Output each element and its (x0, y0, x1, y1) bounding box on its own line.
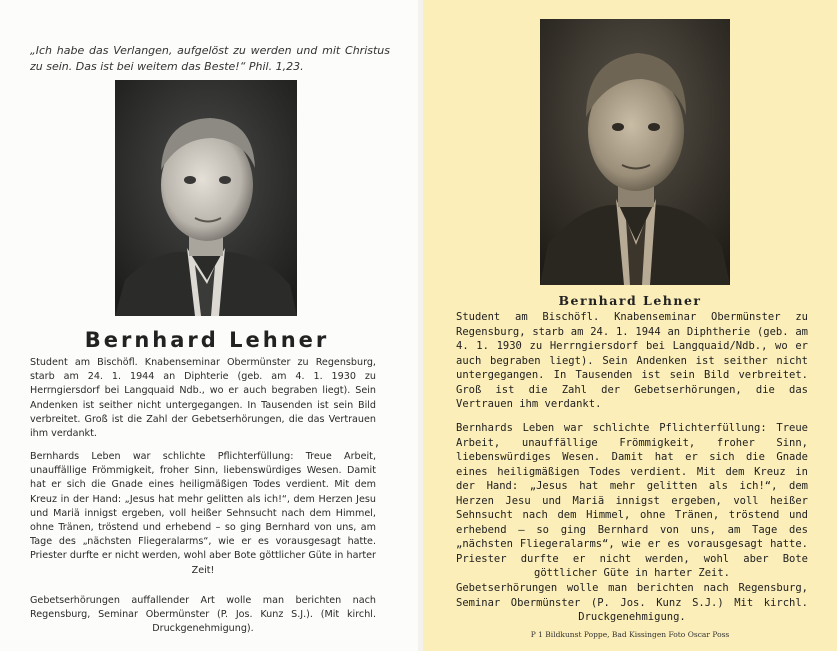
prayer-reports-paragraph: Gebetserhörungen auffallender Art wolle man berichten nach Regensburg, Seminar Obermünster (P. Jos. Kunz S.J.). (Mit kirchl. Druckgenehmigung). (30, 595, 376, 635)
bible-quote: „Ich habe das Verlangen, aufgelöst zu werden und mit Christus zu sein. Das ist bei weitem das Beste!“ Phil. 1,23. (30, 44, 390, 73)
photo-credit: P 1 Bildkunst Poppe, Bad Kissingen Foto Oscar Poss (530, 630, 730, 639)
life-paragraph: Bernhards Leben war schlichte Pflichterfüllung: Treue Arbeit, unauffällige Frömmigkeit, froher Sinn, liebenswürdiges Wesen. Damit hat er sich die Gnade eines heiligmäßigen Todes verdient. Mit dem Kreuz in der Hand: „Jesus hat mehr gelitten als ich!“, dem Herzen Jesu und Mariä innigst ergeben, voll heißer Sehnsucht nach dem Himmel, ohne Tränen, tröstend und erhebend – so ging Bernhard von uns, am Tage des „nächsten Fliegeralarms“, wie er es vorausgesagt hatte. Priester durfte er nicht werden, wohl aber Bote göttlicher Güte in harter Zeit! (30, 451, 376, 576)
memorial-card-left (0, 0, 418, 651)
life-paragraph-right: Bernhards Leben war schlichte Pflichterfüllung: Treue Arbeit, unauffällige Frömmigkeit, froher Sinn, liebenswürdiges Wesen. Damit hat er sich die Gnade eines heiligmäßigen Todes verdient. Mit dem Kreuz in der Hand: „Jesus hat mehr gelitten als ich!“, dem Herzen Jesu und Mariä innigst ergeben, voll heißer Sehnsucht nach dem Himmel, ohne Tränen, tröstend und erhebend – so ging Bernhard von uns, am Tage des „nächsten Fliegeralarms“, wie er es vorausgesagt hatte. Priester durfte er nicht werden, wohl aber Bote göttlicher Güte in harter Zeit. (456, 422, 808, 579)
biography-paragraph: Student am Bischöfl. Knabenseminar Obermünster zu Regensburg, starb am 24. 1. 1944 an Diphterie (geb. am 4. 1. 1930 zu Herrngiersdorf bei Langquaid Ndb., wo er auch begraben liegt). Sein Andenken ist seither nicht untergegangen. In Tausenden ist sein Bild verbreitet. Groß ist die Zahl der Gebetserhörungen, die das Vertrauen ihm verdankt. (30, 357, 376, 440)
portrait-photo-sepia (540, 19, 730, 285)
deceased-name: Bernhard Lehner (84, 328, 330, 352)
prayer-reports-paragraph-right: Gebetserhörungen wolle man berichten nach Regensburg, Seminar Obermünster (P. Jos. Kunz S.J.) Mit kirchl. Druckgenehmigung. (456, 582, 808, 623)
biography-paragraph-right: Student am Bischöfl. Knabenseminar Obermünster zu Regensburg, starb am 24. 1. 1944 an Diphtherie (geb. am 4. 1. 1930 zu Herrngiersdorf bei Langquaid/Ndb., wo er auch begraben liegt). Sein Andenken ist seither nicht untergegangen. In Tausenden ist sein Bild verbreitet. Groß ist die Zahl der Gebetserhörungen, die das Vertrauen ihm verdankt. (456, 311, 808, 410)
portrait-photo (115, 80, 297, 316)
deceased-name-right: Bernhard Lehner (558, 293, 702, 308)
